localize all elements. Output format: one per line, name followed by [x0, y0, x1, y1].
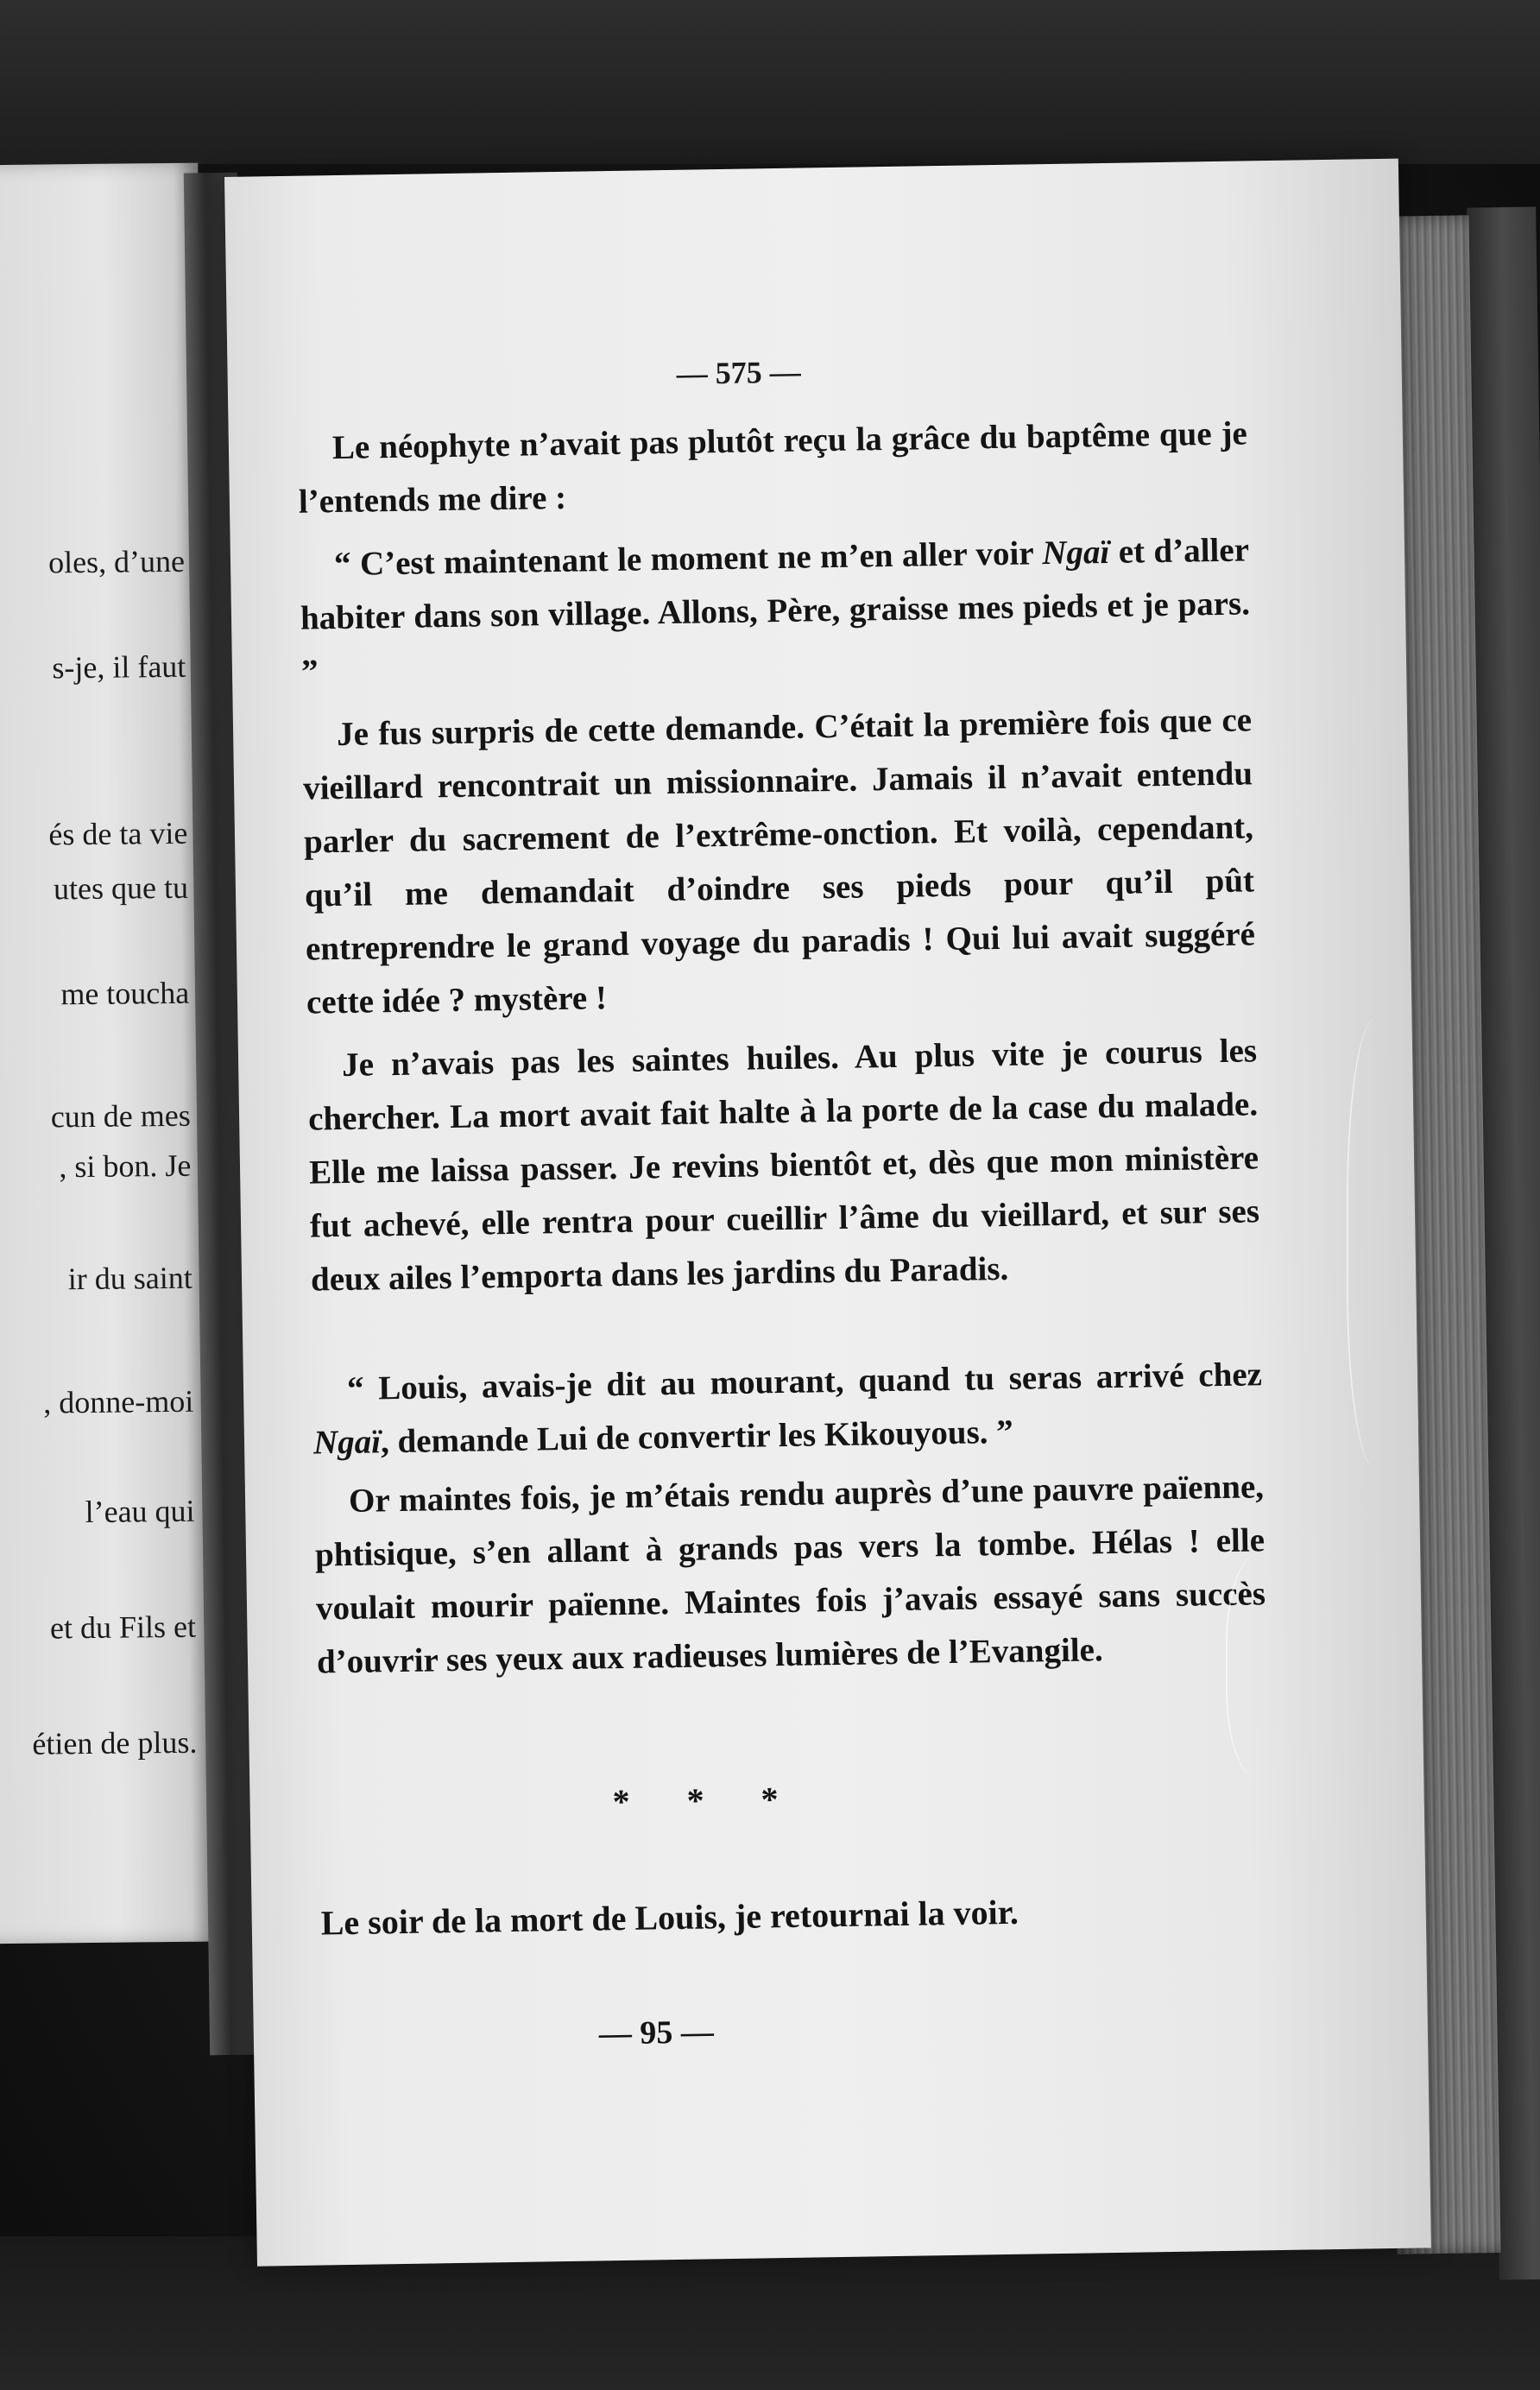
paragraph-text: Or maintes fois, je m’étais rendu auprès d’une pauvre païenne, phtisique, s’en allant à grands pas vers la tombe. Hélas ! elle voulait mourir païenne. Maintes fois j’avais essayé sans succès d’ouvrir ses yeux aux radieuses lumières de l’Evangile. — [314, 1468, 1266, 1681]
closing-line: Le soir de la mort de Louis, je retournai la voir. — [320, 1892, 1019, 1943]
paragraph-text: Je n’avais pas les saintes huiles. Au plus vite je courus les chercher. La mort avait fait halte à la porte de la case du malade. Elle me laissa passer. Je revins bientôt et, dès que mon ministère fut achevé, elle rentra pour cueillir l’âme du vieillard, et sur ses deux ailes l’emporta dans les jardins du Paradis. — [307, 1032, 1260, 1299]
paragraph — [300, 523, 1252, 699]
left-page-line: étien de plus. — [32, 1724, 198, 1761]
section-separator: * * * — [612, 1779, 803, 1822]
left-page-line: utes que tu — [53, 869, 189, 907]
paragraph — [302, 693, 1257, 1029]
left-page-line: és de ta vie — [48, 815, 188, 852]
left-page-line: , si bon. Je — [59, 1148, 192, 1185]
left-page-line: , donne-moi — [43, 1383, 194, 1420]
italic-name: Ngaï — [312, 1423, 382, 1462]
background-bottom — [0, 2236, 1540, 2390]
left-page-line: me toucha — [60, 975, 190, 1012]
paragraph-text: “ Louis, avais-je dit au mourant, quand tu seras arrivé chez — [346, 1356, 1263, 1407]
background-top — [0, 0, 1540, 164]
paragraph — [314, 1460, 1267, 1689]
paragraph-text: Je fus surpris de cette demande. C’était la première fois que ce vieillard rencontrait un missionnaire. Jamais il n’avait entendu parler du sacrement de l’extrême-onction. Et voilà, cependant, qu’il me demandait d’oindre ses pieds pour qu’il pût entreprendre le grand voyage du paradis ! Qui lui avait suggéré cette idée ? mystère ! — [302, 701, 1256, 1021]
left-page-line: l’eau qui — [85, 1493, 195, 1530]
paragraph-text: Le néophyte n’avait pas plutôt reçu la grâce du baptême que je l’entends me dire : — [298, 414, 1248, 521]
left-page-line: et du Fils et — [49, 1609, 197, 1646]
paragraph — [297, 407, 1248, 528]
page-folio: — 95 — — [598, 2014, 715, 2052]
left-page-line: ir du saint — [67, 1260, 192, 1297]
left-page — [0, 163, 217, 1944]
paragraph-text: et d’aller habiter dans son village. Allons, Père, graisse mes pieds et je pars. ” — [300, 531, 1251, 691]
running-head: — 575 — — [676, 354, 801, 391]
left-page-line: oles, d’une — [47, 543, 186, 580]
italic-name: Ngaï — [1041, 533, 1110, 572]
thread-fiber — [1347, 1019, 1417, 1468]
left-page-line: cun de mes — [50, 1097, 191, 1135]
right-page — [224, 159, 1431, 2267]
thread-fiber — [1226, 1554, 1305, 1779]
paragraph-text: “ C’est maintenant le moment ne m’en aller voir — [333, 534, 1043, 584]
paragraph-text: , demande Lui de convertir les Kikouyous. ” — [380, 1413, 1014, 1461]
paragraph — [307, 1024, 1261, 1306]
left-page-line: s-je, il faut — [52, 648, 186, 686]
paragraph — [312, 1348, 1264, 1470]
